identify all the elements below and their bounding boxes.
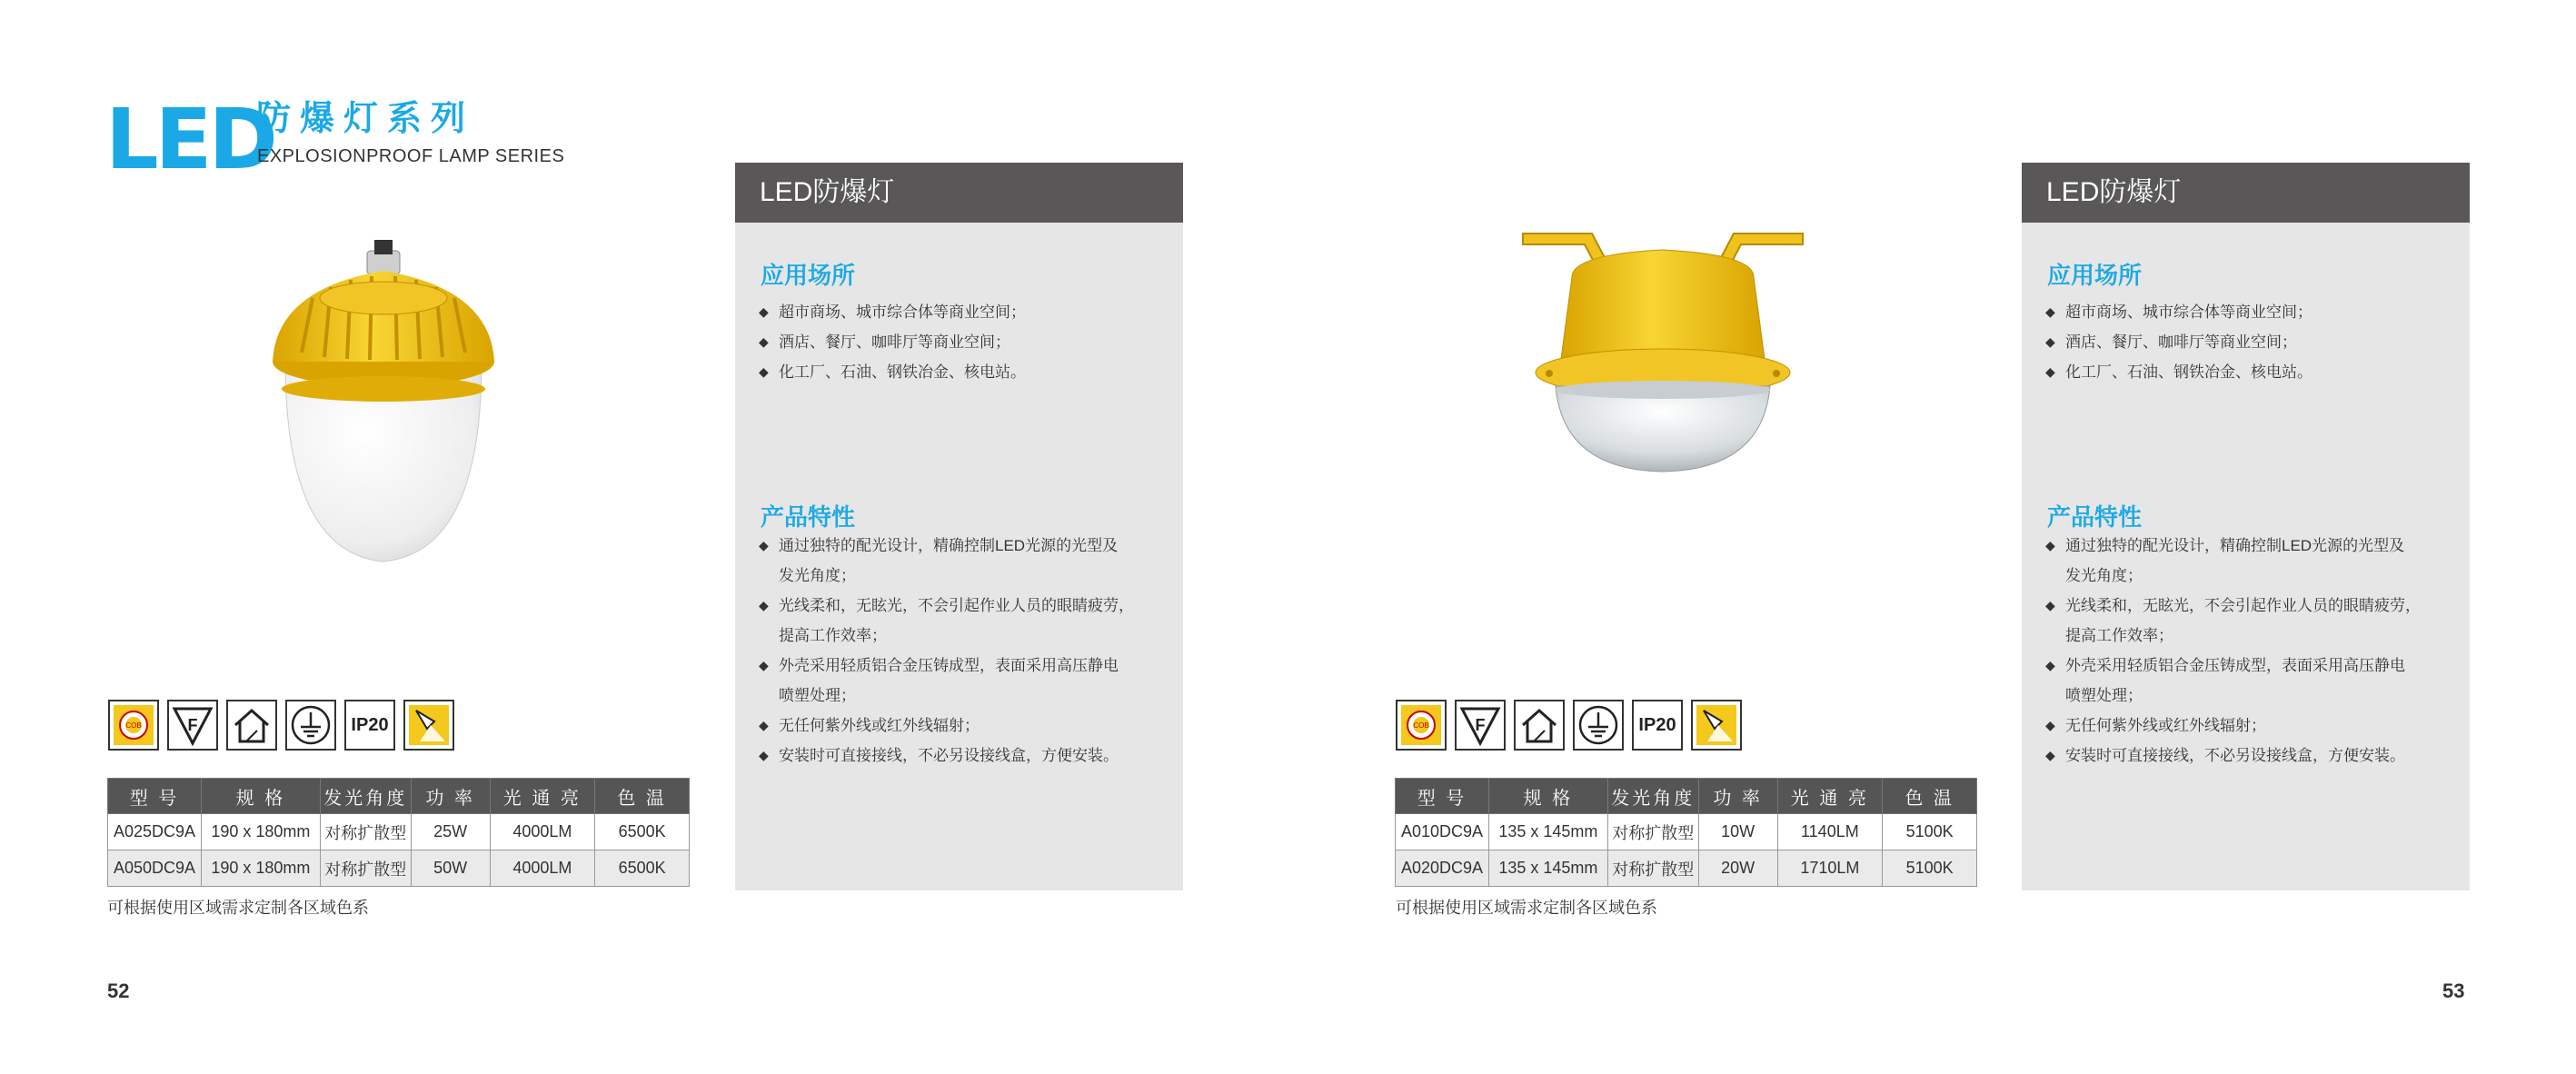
features-title: 产品特性: [761, 503, 856, 531]
diamond-bullet-icon: ◆: [759, 334, 769, 349]
diamond-bullet-icon: ◆: [2045, 718, 2055, 732]
diamond-bullet-icon: ◆: [759, 538, 769, 552]
list-item: ◆ 通过独特的配光设计，精确控制LED光源的光型及 发光角度；: [2045, 531, 2445, 591]
table-header-row: [108, 779, 690, 814]
feature-panel-left: [735, 163, 1183, 890]
col-header-size: 规 格: [1488, 779, 1607, 814]
diamond-bullet-icon: ◆: [759, 718, 769, 732]
cell-angle: 对称扩散型: [1607, 850, 1698, 887]
list-item: ◆ 酒店、餐厅、咖啡厅等商业空间；: [2045, 327, 2445, 357]
table-header-row: [1396, 779, 1977, 814]
cell-power: 25W: [411, 814, 490, 850]
cell-cct: 5100K: [1883, 814, 1977, 850]
table-row: [1396, 814, 1977, 850]
list-item: ◆ 超市商场、城市综合体等商业空间；: [2045, 297, 2445, 327]
application-title: 应用场所: [761, 262, 856, 289]
indoor-house-icon: [226, 700, 277, 751]
cell-size: 135 x 145mm: [1488, 850, 1607, 887]
col-header-lumen: 光 通 亮: [1777, 779, 1883, 814]
list-item: ◆ 化工厂、石油、钢铁冶金、核电站。: [2045, 357, 2445, 387]
ip20-icon: IP20: [1632, 700, 1683, 751]
list-item: ◆ 酒店、餐厅、咖啡厅等商业空间；: [759, 327, 1159, 357]
svg-text:F: F: [187, 716, 198, 734]
col-header-power: 功 率: [411, 779, 490, 814]
diamond-bullet-icon: ◆: [2045, 748, 2055, 762]
list-item: ◆ 化工厂、石油、钢铁冶金、核电站。: [759, 357, 1159, 387]
cell-cct: 5100K: [1883, 850, 1977, 887]
cell-angle: 对称扩散型: [320, 814, 411, 850]
diamond-bullet-icon: ◆: [2045, 658, 2055, 672]
certification-icons-left: [108, 700, 454, 751]
indoor-house-icon: [1514, 700, 1565, 751]
series-title-cn: 防爆灯系列: [256, 100, 475, 138]
col-header-lumen: 光 通 亮: [490, 779, 595, 814]
explosion-proof-f-icon: [1455, 700, 1506, 751]
application-list: [2045, 297, 2445, 387]
cell-angle: 对称扩散型: [320, 850, 411, 887]
product-image-pendant-lamp: [229, 207, 538, 571]
certification-icons-right: [1396, 700, 1742, 751]
cell-model: A025DC9A: [108, 814, 202, 850]
col-header-cct: 色 温: [1883, 779, 1977, 814]
features-list: [2045, 531, 2445, 771]
diamond-bullet-icon: ◆: [2045, 538, 2055, 552]
list-item: ◆ 无任何紫外线或红外线辐射；: [759, 711, 1159, 741]
diamond-bullet-icon: ◆: [759, 658, 769, 672]
cell-power: 20W: [1698, 850, 1777, 887]
ground-symbol-icon: [285, 700, 336, 751]
col-header-model: 型 号: [108, 779, 202, 814]
application-list: [759, 297, 1159, 387]
table-row: [108, 850, 690, 887]
svg-text:F: F: [1475, 716, 1486, 734]
list-item: ◆ 安装时可直接接线，不必另设接线盒，方便安装。: [2045, 741, 2445, 771]
cell-lumen: 1710LM: [1777, 850, 1883, 887]
diamond-bullet-icon: ◆: [759, 304, 769, 319]
list-item: ◆ 通过独特的配光设计，精确控制LED光源的光型及 发光角度；: [759, 531, 1159, 591]
col-header-angle: 发光角度: [320, 779, 411, 814]
col-header-model: 型 号: [1396, 779, 1489, 814]
color-customization-note: 可根据使用区域需求定制各区域色系: [107, 899, 369, 917]
diamond-bullet-icon: ◆: [2045, 364, 2055, 379]
application-title: 应用场所: [2047, 262, 2143, 289]
list-item: ◆ 光线柔和，无眩光，不会引起作业人员的眼睛疲劳， 提高工作效率；: [759, 591, 1159, 651]
diamond-bullet-icon: ◆: [2045, 334, 2055, 349]
col-header-angle: 发光角度: [1607, 779, 1698, 814]
col-header-power: 功 率: [1698, 779, 1777, 814]
cell-size: 135 x 145mm: [1488, 814, 1607, 850]
spec-table-left: [107, 778, 690, 887]
diamond-bullet-icon: ◆: [759, 748, 769, 762]
col-header-cct: 色 温: [595, 779, 690, 814]
product-image-bracket-lamp: [1508, 214, 1817, 477]
cell-cct: 6500K: [595, 850, 690, 887]
table-row: [1396, 850, 1977, 887]
diamond-bullet-icon: ◆: [759, 364, 769, 379]
diamond-bullet-icon: ◆: [2045, 304, 2055, 319]
cell-size: 190 x 180mm: [201, 850, 320, 887]
cell-angle: 对称扩散型: [1607, 814, 1698, 850]
panel-title: LED防爆灯: [735, 163, 1183, 223]
features-list: [759, 531, 1159, 771]
cell-model: A050DC9A: [108, 850, 202, 887]
cob-chip-icon: [1396, 700, 1447, 751]
feature-panel-right: [2022, 163, 2470, 890]
cell-model: A020DC9A: [1396, 850, 1489, 887]
list-item: ◆ 超市商场、城市综合体等商业空间；: [759, 297, 1159, 327]
panel-title: LED防爆灯: [2022, 163, 2470, 223]
spotlight-icon: [1691, 700, 1742, 751]
cell-power: 10W: [1698, 814, 1777, 850]
cell-cct: 6500K: [595, 814, 690, 850]
list-item: ◆ 安装时可直接接线，不必另设接线盒，方便安装。: [759, 741, 1159, 771]
cell-lumen: 4000LM: [490, 814, 595, 850]
list-item: ◆ 外壳采用轻质铝合金压铸成型，表面采用高压静电 喷塑处理；: [2045, 651, 2445, 711]
cell-lumen: 1140LM: [1777, 814, 1883, 850]
spotlight-icon: [403, 700, 454, 751]
cob-chip-icon: [108, 700, 159, 751]
col-header-size: 规 格: [201, 779, 320, 814]
page-number-right: 53: [2442, 980, 2465, 1002]
logo-led-text: LED: [105, 91, 274, 188]
cell-lumen: 4000LM: [490, 850, 595, 887]
ip20-icon: IP20: [344, 700, 395, 751]
list-item: ◆ 外壳采用轻质铝合金压铸成型，表面采用高压静电 喷塑处理；: [759, 651, 1159, 711]
svg-text:COB: COB: [125, 721, 142, 730]
spec-table-right: [1395, 778, 1977, 887]
features-title: 产品特性: [2047, 503, 2143, 531]
series-title-en: EXPLOSIONPROOF LAMP SERIES: [257, 146, 565, 166]
cell-model: A010DC9A: [1396, 814, 1489, 850]
cell-size: 190 x 180mm: [201, 814, 320, 850]
cell-power: 50W: [411, 850, 490, 887]
page-number-left: 52: [107, 980, 130, 1002]
table-row: [108, 814, 690, 850]
diamond-bullet-icon: ◆: [2045, 598, 2055, 612]
diamond-bullet-icon: ◆: [759, 598, 769, 612]
list-item: ◆ 光线柔和，无眩光，不会引起作业人员的眼睛疲劳， 提高工作效率；: [2045, 591, 2445, 651]
list-item: ◆ 无任何紫外线或红外线辐射；: [2045, 711, 2445, 741]
svg-text:COB: COB: [1413, 721, 1429, 730]
ground-symbol-icon: [1573, 700, 1624, 751]
color-customization-note: 可根据使用区域需求定制各区域色系: [1396, 899, 1657, 917]
explosion-proof-f-icon: [167, 700, 218, 751]
